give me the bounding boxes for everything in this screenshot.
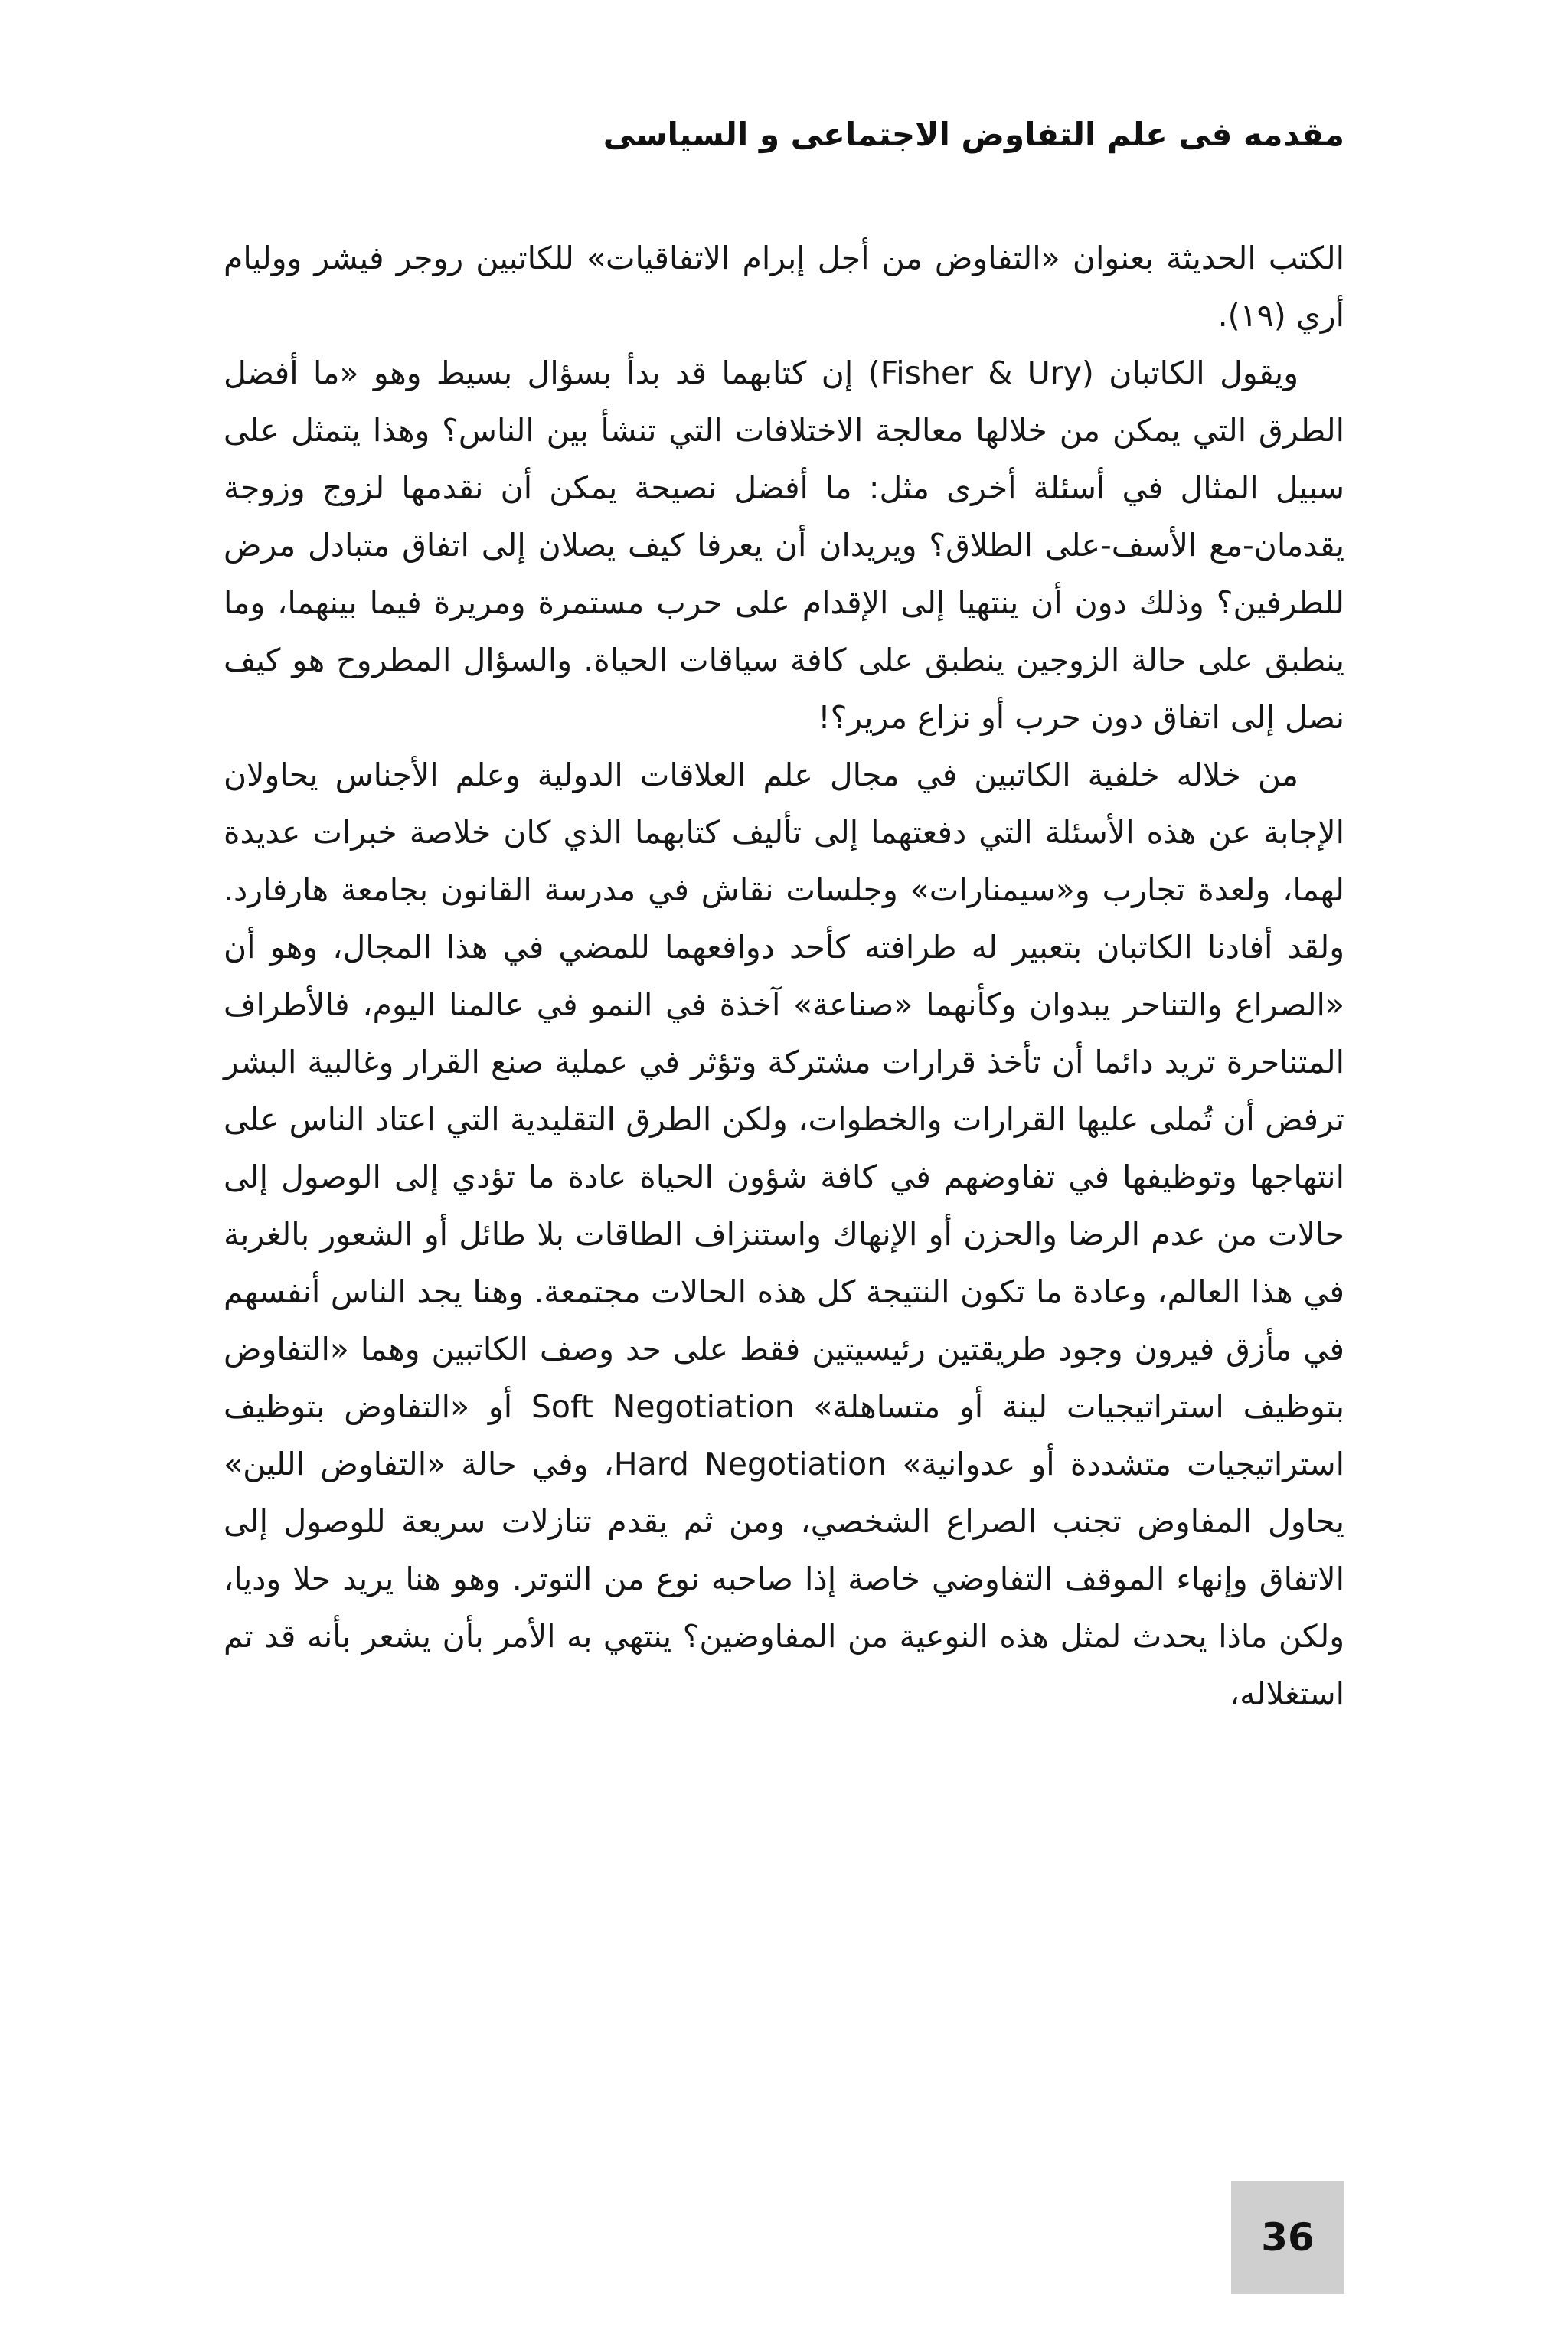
page-number: 36 [1261, 2215, 1315, 2260]
page-number-box [1231, 2181, 1344, 2294]
paragraph-negotiation-styles: من خلاله خلفية الكاتبين في مجال علم العلاقات الدولية وعلم الأجناس يحاولان الإجابة عن هذه الأسئلة التي دفعتهما إلى تأليف كتابهما الذي كان خلاصة خبرات عديدة لهما، ولعدة تجارب و«سيمنارات» وجلسات نقاش في مدرسة القانون بجامعة هارفارد. ولقد أفادنا الكاتبان بتعبير له طرافته كأحد دوافعهما للمضي في هذا المجال، وهو أن «الصراع والتناحر يبدوان وكأنهما «صناعة» آخذة في النمو في عالمنا اليوم، فالأطراف المتناحرة تريد دائما أن تأخذ قرارات مشتركة وتؤثر في عملية صنع القرار وغالبية البشر ترفض أن تُملى عليها القرارات والخطوات، ولكن الطرق التقليدية التي اعتاد الناس على انتهاجها وتوظيفها في تفاوضهم في كافة شؤون الحياة عادة ما تؤدي إلى الوصول إلى حالات من عدم الرضا والحزن أو الإنهاك واستنزاف الطاقات بلا طائل أو الشعور بالغربة في هذا العالم، وعادة ما تكون النتيجة كل هذه الحالات مجتمعة. وهنا يجد الناس أنفسهم في مأزق فيرون وجود طريقتين رئيسيتين فقط على حد وصف الكاتبين وهما «التفاوض بتوظيف استراتيجيات لينة أو متساهلة» Soft Negotiation أو «التفاوض بتوظيف استراتيجيات متشددة أو عدوانية» Hard Negotiation، وفي حالة «التفاوض اللين» يحاول المفاوض تجنب الصراع الشخصي، ومن ثم يقدم تنازلات سريعة للوصول إلى الاتفاق وإنهاء الموقف التفاوضي خاصة إذا صاحبه نوع من التوتر. وهو هنا يريد حلا وديا، ولكن ماذا يحدث لمثل هذه النوعية من المفاوضين؟ ينتهي به الأمر بأن يشعر بأنه قد تم استغلاله، [224, 757, 1345, 1712]
paragraph-continuation: الكتب الحديثة بعنوان «التفاوض من أجل إبرام الاتفاقيات» للكاتبين روجر فيشر ووليام أري (١٩). [224, 240, 1344, 334]
running-header-title: مقدمه فى علم التفاوض الاجتماعى و السياسى [603, 116, 1344, 153]
paragraph-fisher-ury: ويقول الكاتبان (Fisher & Ury) إن كتابهما قد بدأ بسؤال بسيط وهو «ما أفضل الطرق التي يمكن من خلالها معالجة الاختلافات التي تنشأ بين الناس؟ وهذا يتمثل على سبيل المثال في أسئلة أخرى مثل: ما أفضل نصيحة يمكن أن نقدمها لزوج وزوجة يقدمان-مع الأسف-على الطلاق؟ ويريدان أن يعرفا كيف يصلان إلى اتفاق متبادل مرض للطرفين؟ وذلك دون أن ينتهيا إلى الإقدام على حرب مستمرة ومريرة فيما بينهما، وما ينطبق على حالة الزوجين ينطبق على كافة سياقات الحياة. والسؤال المطروح هو كيف نصل إلى اتفاق دون حرب أو نزاع مرير؟! [224, 355, 1344, 736]
body-text [224, 230, 1344, 1723]
